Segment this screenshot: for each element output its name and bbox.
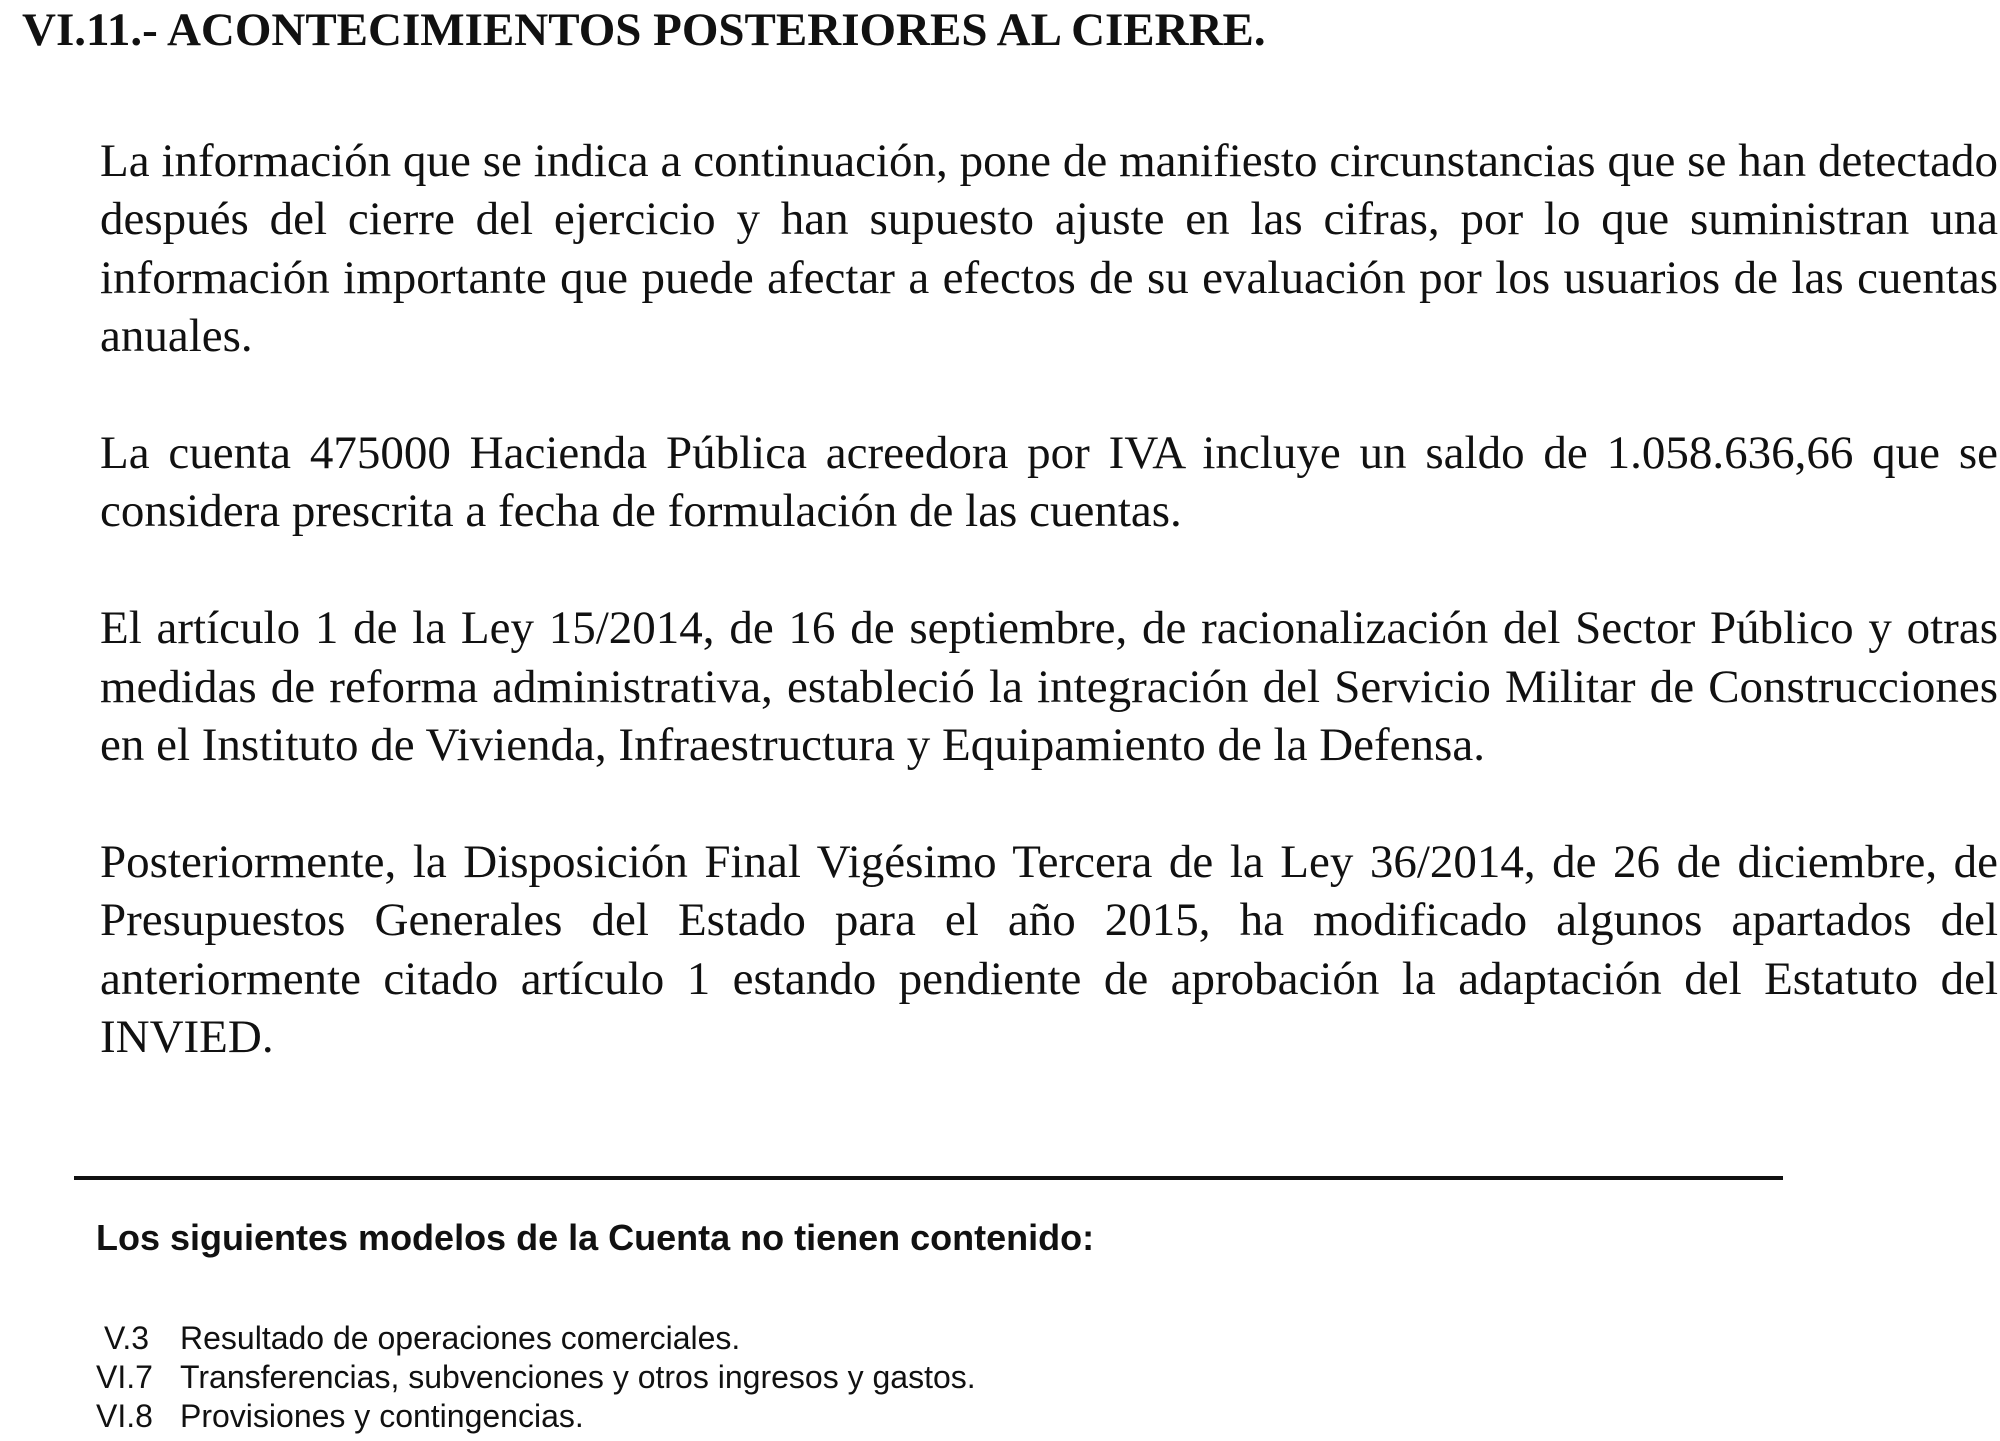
list-item (96, 1397, 976, 1436)
paragraph-4: Posteriormente, la Disposición Final Vigésimo Tercera de la Ley 36/2014, de 26 de diciembre, de Presupuestos Generales del Estado para el año 2015, ha modificado algunos apartados del anteriormente citado artículo 1 estando pendiente de aprobación la adaptación del Estatuto del INVIED. (100, 835, 1998, 1064)
model-label: Transferencias, subvenciones y otros ingresos y gastos. (180, 1359, 976, 1395)
model-code: VI.7 (96, 1359, 153, 1395)
list-item (96, 1358, 976, 1397)
section-heading: VI.11.- ACONTECIMIENTOS POSTERIORES AL CIERRE. (22, 4, 1266, 56)
model-list (96, 1319, 976, 1436)
models-title: Los siguientes modelos de la Cuenta no tienen contenido: (96, 1217, 1095, 1258)
model-code: V.3 (104, 1320, 150, 1356)
paragraph-2: La cuenta 475000 Hacienda Pública acreedora por IVA incluye un saldo de 1.058.636,66 que se considera prescrita a fecha de formulación de las cuentas. (100, 427, 1998, 538)
paragraph-1: La información que se indica a continuación, pone de manifiesto circunstancias que se han detectado después del cierre del ejercicio y han supuesto ajuste en las cifras, por lo que suministran una información importante que puede afectar a efectos de su evaluación por los usuarios de las cuentas anuales. (100, 135, 1998, 363)
horizontal-rule (74, 1176, 1783, 1180)
list-item (96, 1319, 976, 1358)
model-label: Resultado de operaciones comerciales. (180, 1320, 741, 1356)
model-code: VI.8 (96, 1398, 153, 1434)
paragraph-3: El artículo 1 de la Ley 15/2014, de 16 de septiembre, de racionalización del Sector Público y otras medidas de reforma administrativa, estableció la integración del Servicio Militar de Construcciones en el Instituto de Vivienda, Infraestructura y Equipamiento de la Defensa. (100, 602, 1998, 772)
section-body (100, 132, 1998, 1066)
model-label: Provisiones y contingencias. (180, 1398, 584, 1434)
